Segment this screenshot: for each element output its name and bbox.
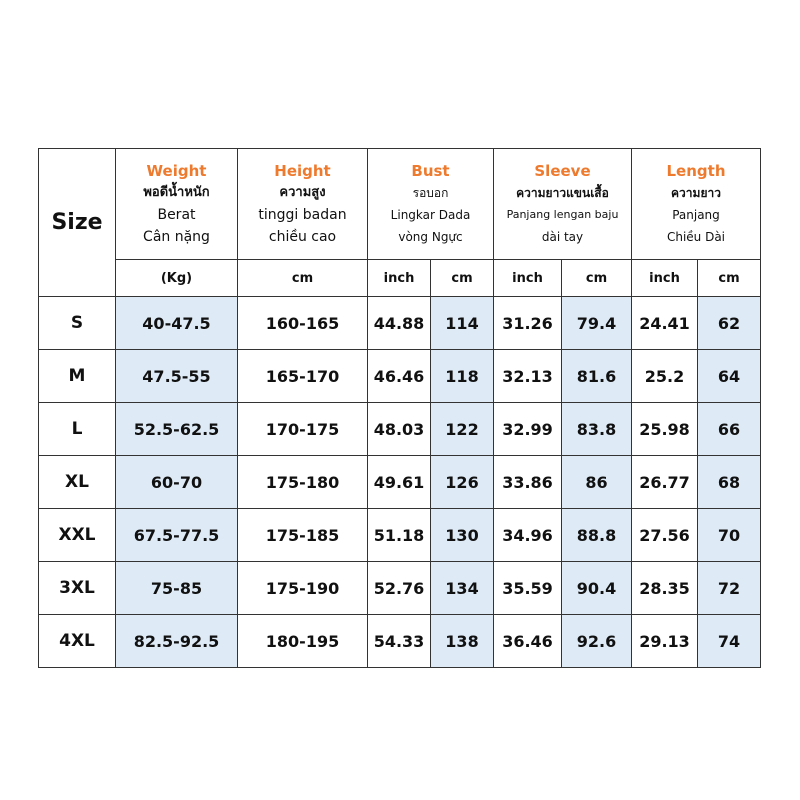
weight-cell: 60-70 — [116, 456, 238, 509]
bust-inch-cell: 46.46 — [368, 350, 431, 403]
size-cell: 3XL — [39, 562, 116, 615]
weight-cell: 47.5-55 — [116, 350, 238, 403]
sleeve-cm-cell: 92.6 — [562, 615, 632, 668]
height-vi: chiều cao — [268, 229, 337, 245]
bust-inch-cell: 52.76 — [368, 562, 431, 615]
height-th: ความสูง — [279, 185, 326, 200]
length-cm-unit: cm — [698, 260, 761, 297]
bust-en: Bust — [411, 162, 450, 180]
table-row — [39, 350, 761, 403]
bust-inch-cell: 48.03 — [368, 403, 431, 456]
height-cell: 160-165 — [238, 297, 368, 350]
length-cm-cell: 74 — [698, 615, 761, 668]
weight-cell: 40-47.5 — [116, 297, 238, 350]
height-header — [238, 149, 368, 260]
weight-id: Berat — [157, 207, 196, 223]
length-cm-cell: 64 — [698, 350, 761, 403]
height-id: tinggi badan — [258, 207, 347, 223]
sleeve-inch-cell: 32.13 — [494, 350, 562, 403]
length-cm-cell: 62 — [698, 297, 761, 350]
sleeve-inch-cell: 36.46 — [494, 615, 562, 668]
bust-inch-cell: 44.88 — [368, 297, 431, 350]
table-row — [39, 403, 761, 456]
length-cm-cell: 68 — [698, 456, 761, 509]
bust-id: Lingkar Dada — [390, 208, 471, 222]
bust-cm-cell: 138 — [431, 615, 494, 668]
bust-inch-cell: 54.33 — [368, 615, 431, 668]
height-unit: cm — [238, 260, 368, 297]
bust-inch-unit: inch — [368, 260, 431, 297]
height-cell: 175-185 — [238, 509, 368, 562]
length-th: ความยาว — [671, 186, 721, 200]
sleeve-cm-cell: 79.4 — [562, 297, 632, 350]
sleeve-inch-cell: 35.59 — [494, 562, 562, 615]
bust-header — [368, 149, 494, 260]
length-inch-cell: 29.13 — [632, 615, 698, 668]
size-cell: 4XL — [39, 615, 116, 668]
sleeve-inch-unit: inch — [494, 260, 562, 297]
height-cell: 170-175 — [238, 403, 368, 456]
length-header — [632, 149, 761, 260]
sleeve-cm-cell: 86 — [562, 456, 632, 509]
length-inch-cell: 24.41 — [632, 297, 698, 350]
length-inch-cell: 25.2 — [632, 350, 698, 403]
size-cell: L — [39, 403, 116, 456]
table-row — [39, 297, 761, 350]
sleeve-inch-cell: 31.26 — [494, 297, 562, 350]
length-cm-cell: 70 — [698, 509, 761, 562]
weight-cell: 52.5-62.5 — [116, 403, 238, 456]
bust-th: รอบอก — [412, 186, 449, 200]
sleeve-inch-cell: 33.86 — [494, 456, 562, 509]
size-chart-table — [38, 148, 761, 668]
bust-cm-cell: 134 — [431, 562, 494, 615]
length-vi: Chiều Dài — [666, 230, 726, 244]
sleeve-header — [494, 149, 632, 260]
sleeve-en: Sleeve — [534, 162, 591, 180]
sleeve-inch-cell: 34.96 — [494, 509, 562, 562]
height-cell: 175-180 — [238, 456, 368, 509]
length-cm-cell: 72 — [698, 562, 761, 615]
sleeve-id: Panjang lengan baju — [506, 208, 619, 221]
length-id: Panjang — [672, 208, 720, 222]
table-row — [39, 615, 761, 668]
sleeve-cm-cell: 83.8 — [562, 403, 632, 456]
sleeve-cm-cell: 90.4 — [562, 562, 632, 615]
weight-cell: 67.5-77.5 — [116, 509, 238, 562]
sleeve-inch-cell: 32.99 — [494, 403, 562, 456]
length-inch-cell: 28.35 — [632, 562, 698, 615]
sleeve-cm-cell: 88.8 — [562, 509, 632, 562]
length-inch-unit: inch — [632, 260, 698, 297]
weight-header — [116, 149, 238, 260]
bust-cm-cell: 126 — [431, 456, 494, 509]
length-inch-cell: 27.56 — [632, 509, 698, 562]
size-cell: S — [39, 297, 116, 350]
table-row — [39, 456, 761, 509]
table-row — [39, 509, 761, 562]
sleeve-cm-cell: 81.6 — [562, 350, 632, 403]
length-cm-cell: 66 — [698, 403, 761, 456]
bust-cm-unit: cm — [431, 260, 494, 297]
size-cell: XL — [39, 456, 116, 509]
length-inch-cell: 25.98 — [632, 403, 698, 456]
size-header: Size — [39, 149, 116, 297]
height-en: Height — [274, 162, 331, 180]
height-cell: 165-170 — [238, 350, 368, 403]
sleeve-vi: dài tay — [541, 230, 584, 244]
weight-vi: Cân nặng — [143, 229, 210, 245]
size-cell: XXL — [39, 509, 116, 562]
size-cell: M — [39, 350, 116, 403]
length-inch-cell: 26.77 — [632, 456, 698, 509]
weight-cell: 75-85 — [116, 562, 238, 615]
weight-unit: (Kg) — [116, 260, 238, 297]
sleeve-th: ความยาวแขนเสื้อ — [516, 186, 609, 200]
height-cell: 175-190 — [238, 562, 368, 615]
weight-en: Weight — [146, 162, 207, 180]
sleeve-cm-unit: cm — [562, 260, 632, 297]
bust-cm-cell: 122 — [431, 403, 494, 456]
bust-cm-cell: 114 — [431, 297, 494, 350]
length-en: Length — [666, 162, 726, 180]
height-cell: 180-195 — [238, 615, 368, 668]
bust-inch-cell: 49.61 — [368, 456, 431, 509]
bust-cm-cell: 130 — [431, 509, 494, 562]
table-row — [39, 562, 761, 615]
weight-cell: 82.5-92.5 — [116, 615, 238, 668]
bust-cm-cell: 118 — [431, 350, 494, 403]
bust-vi: vòng Ngực — [398, 230, 463, 244]
bust-inch-cell: 51.18 — [368, 509, 431, 562]
weight-th: พอดีน้ำหนัก — [143, 185, 210, 200]
